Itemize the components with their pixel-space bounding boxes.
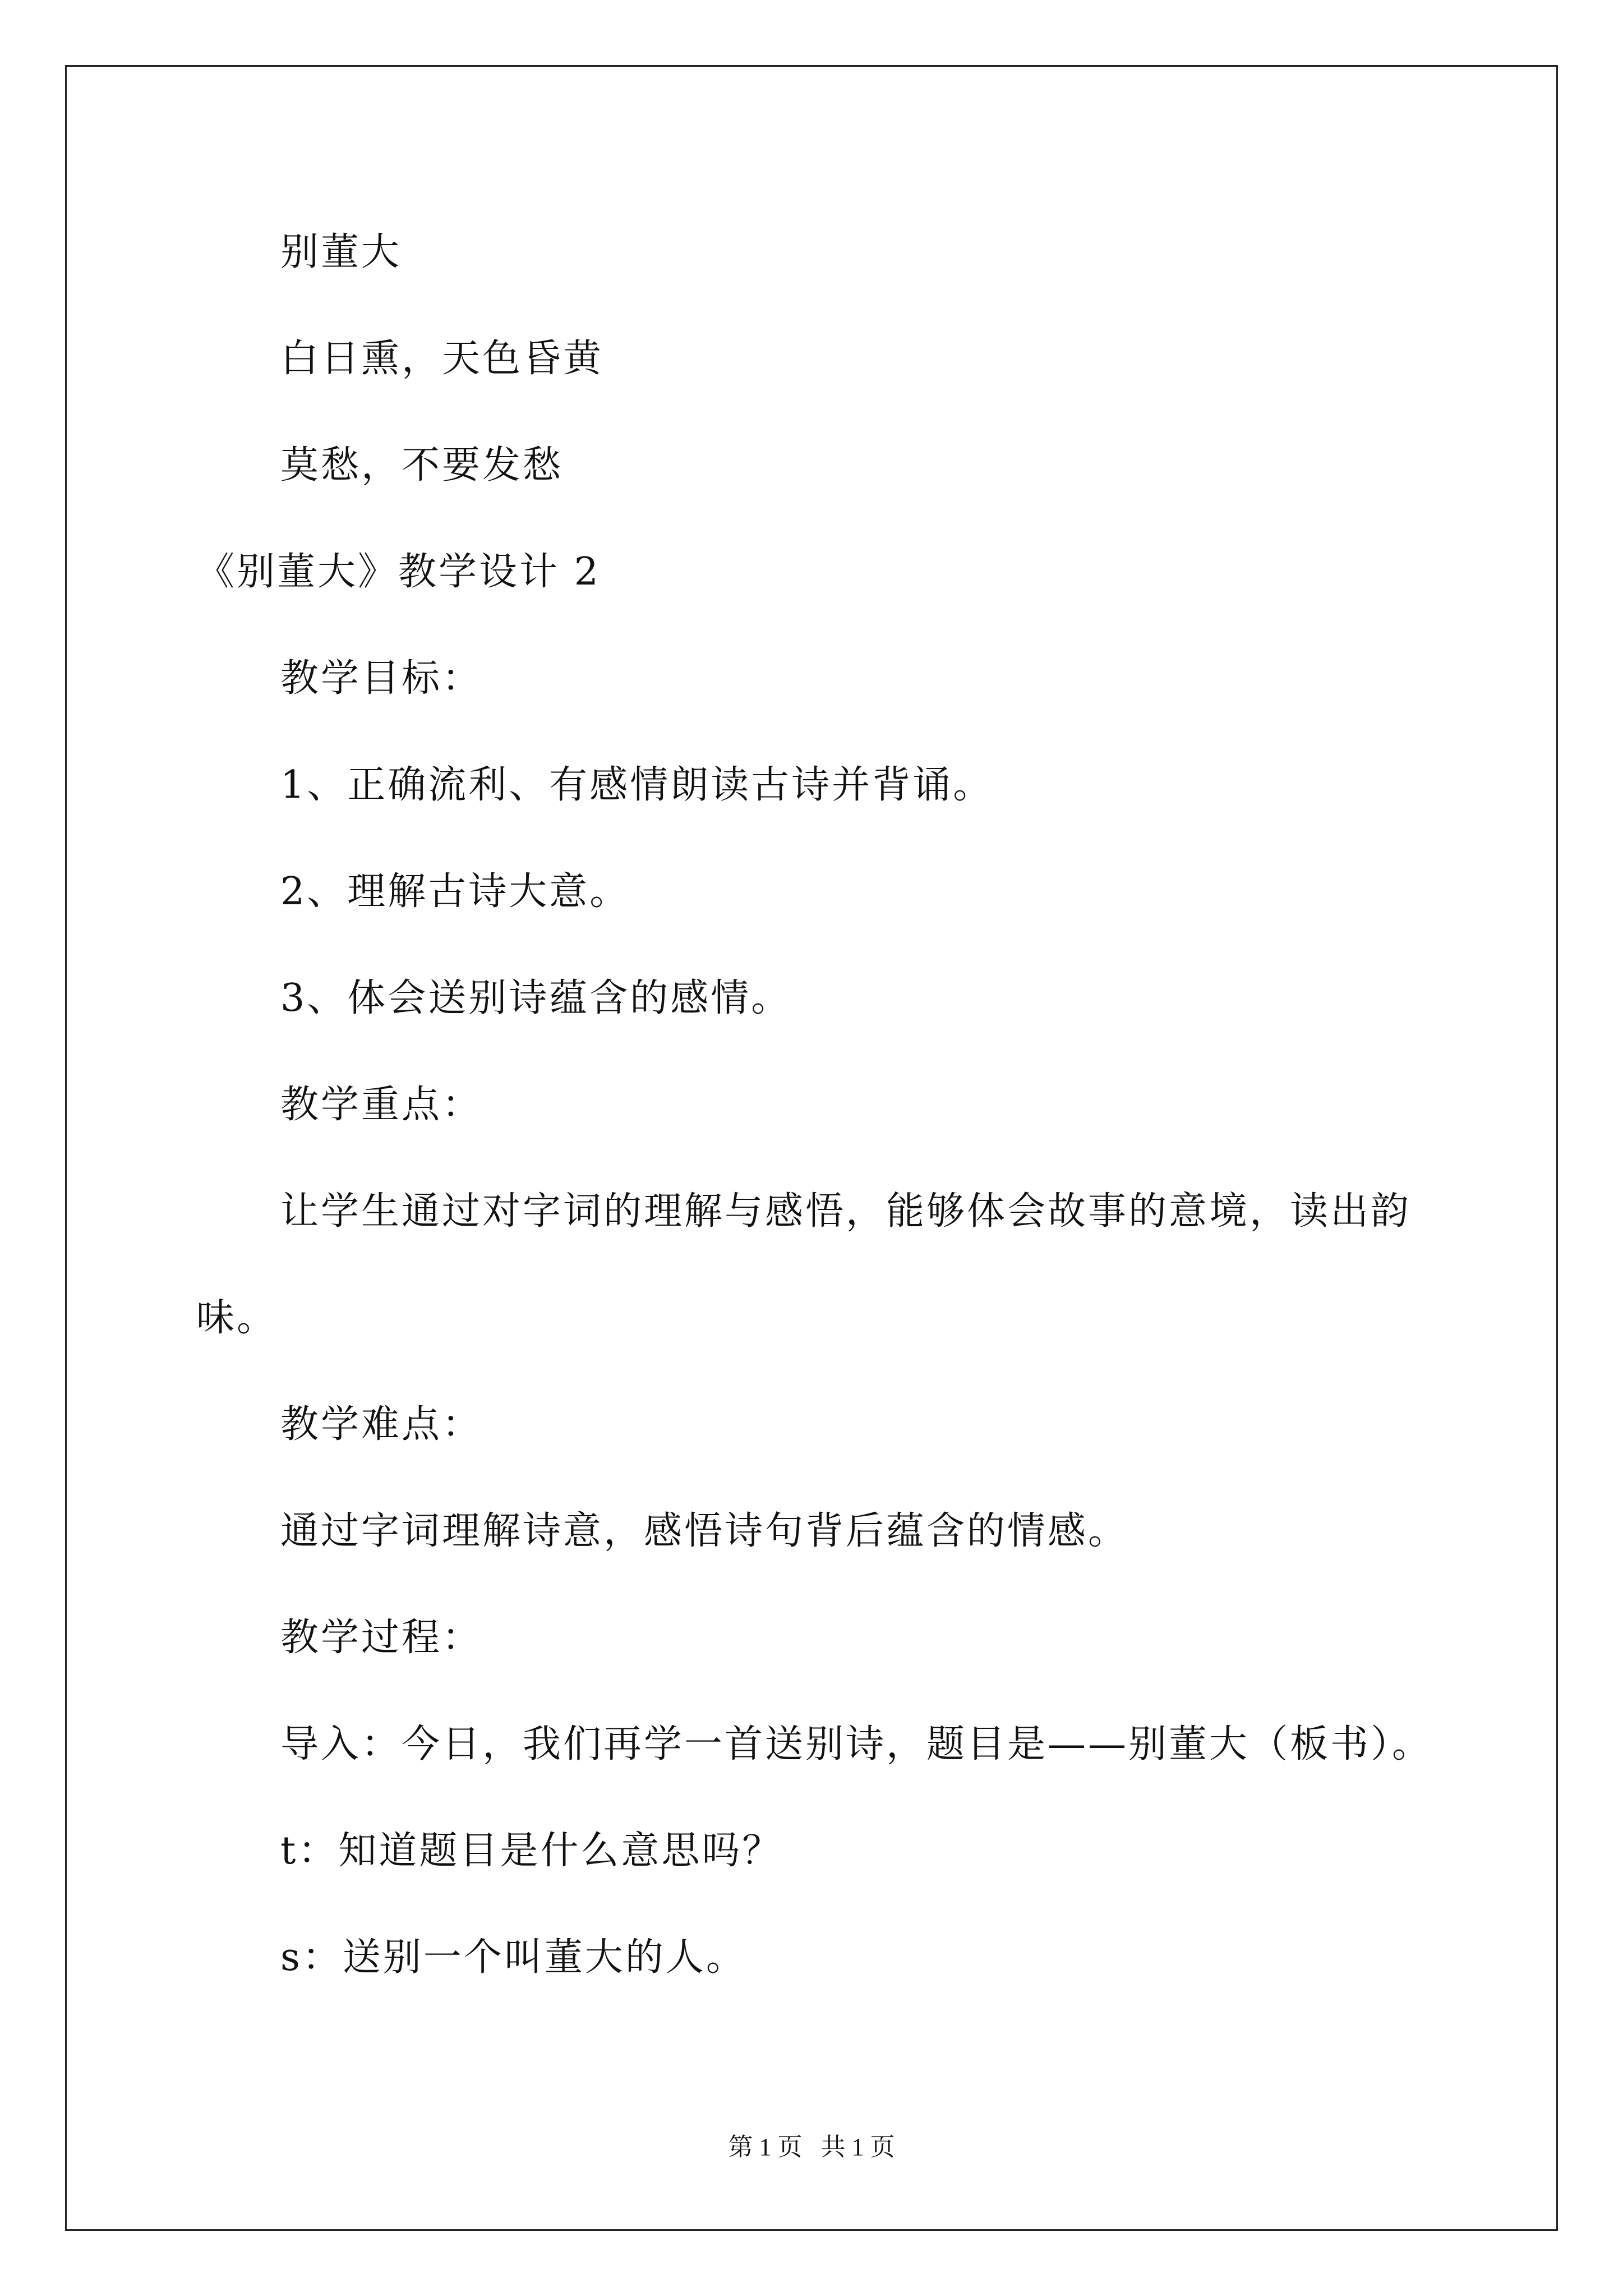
poem-title: 别董大 bbox=[280, 230, 402, 274]
subheading-key-points: 教学重点： bbox=[280, 1083, 483, 1127]
paragraph-line: 通过字词理解诗意，感悟诗句背后蕴含的情感。 bbox=[280, 1509, 1129, 1553]
subheading-goals: 教学目标： bbox=[280, 656, 483, 701]
goal-item: 3、体会送别诗蕴含的感情。 bbox=[280, 976, 792, 1020]
annotation-line: 莫愁，不要发愁 bbox=[280, 443, 564, 487]
dialogue-line: s：送别一个叫董大的人。 bbox=[280, 1935, 746, 1980]
page-footer: 第 1 页 共 1 页 bbox=[728, 2133, 895, 2161]
goal-item: 1、正确流利、有感情朗读古诗并背诵。 bbox=[280, 763, 994, 807]
goal-item: 2、理解古诗大意。 bbox=[280, 869, 630, 914]
dialogue-line: t：知道题目是什么意思吗？ bbox=[280, 1829, 783, 1873]
subheading-process: 教学过程： bbox=[280, 1616, 483, 1660]
paragraph-line: 让学生通过对字词的理解与感悟，能够体会故事的意境，读出韵 bbox=[280, 1189, 1412, 1234]
paragraph-line: 味。 bbox=[196, 1296, 278, 1340]
subheading-difficulties: 教学难点： bbox=[280, 1402, 483, 1447]
annotation-line: 白日熏，天色昏黄 bbox=[280, 337, 604, 381]
section-heading: 《别董大》教学设计 2 bbox=[196, 550, 601, 594]
paragraph-line: 导入：今日，我们再学一首送别诗，题目是——别董大（板书）。 bbox=[280, 1722, 1433, 1766]
